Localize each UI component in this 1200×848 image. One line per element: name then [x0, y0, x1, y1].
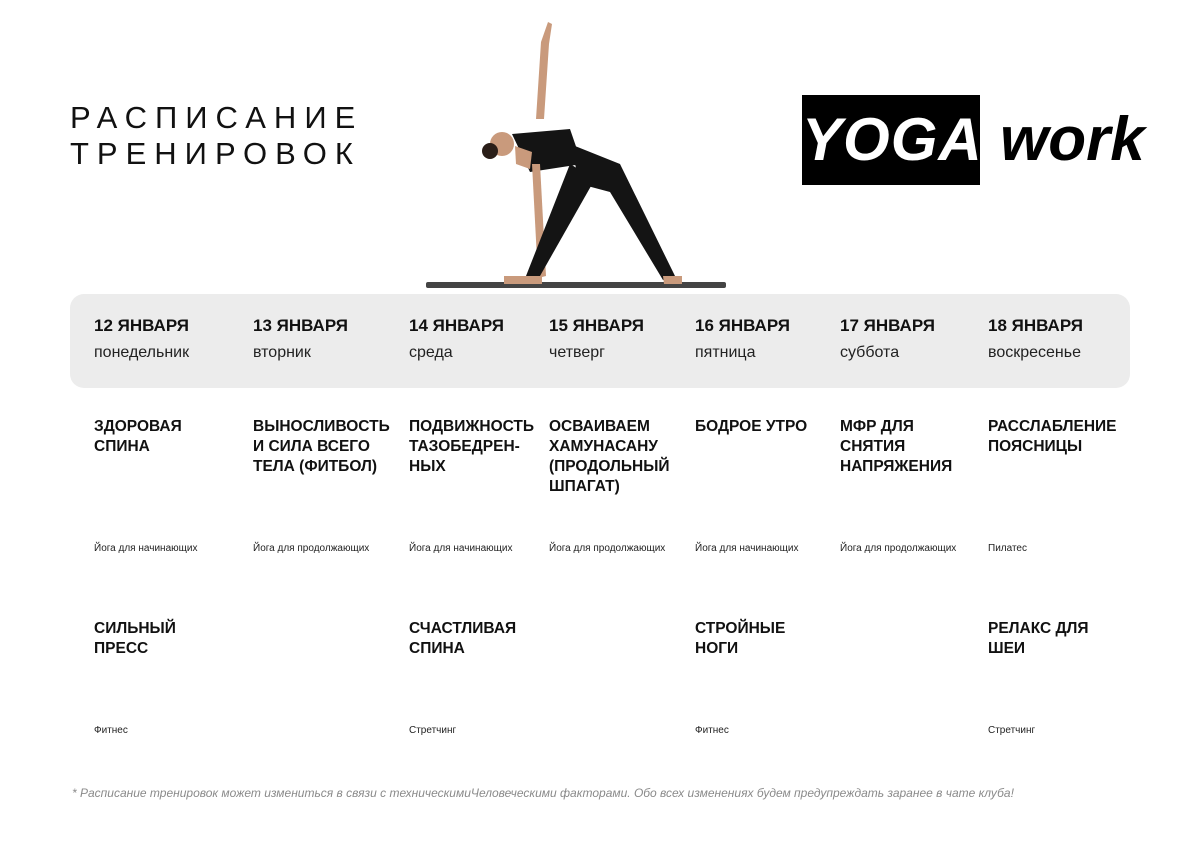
day-weekday: понедельник	[94, 344, 190, 361]
page-title	[70, 100, 363, 172]
class-name: БОДРОЕ УТРО	[695, 418, 808, 435]
class-name: ПОДВИЖНОСТЬ ТАЗОБЕДРЕН- НЫХ	[409, 418, 535, 475]
class-name: ВЫНОСЛИВОСТЬ И СИЛА ВСЕГО ТЕЛА (ФИТБОЛ)	[253, 418, 390, 475]
days-header-bar	[70, 294, 1130, 388]
yoga-work-logo	[802, 95, 1145, 185]
class-type: Йога для продолжающих	[840, 543, 957, 554]
day-weekday: суббота	[840, 344, 900, 361]
day-weekday: воскресенье	[988, 344, 1081, 361]
class-type: Йога для продолжающих	[549, 543, 666, 554]
class-type: Стретчинг	[409, 725, 457, 736]
class-name: РАССЛАБЛЕНИЕ ПОЯСНИЦЫ	[988, 418, 1117, 455]
day-date: 14 ЯНВАРЯ	[409, 316, 504, 335]
title-line-1: РАСПИСАНИЕ	[70, 100, 364, 135]
logo-box: YOGA	[802, 95, 980, 185]
class-type: Йога для начинающих	[94, 543, 198, 554]
title-line-2: ТРЕНИРОВОК	[70, 136, 361, 171]
footnote: * Расписание тренировок может измениться в связи с техническимиЧеловеческими факторами. Обо всех изменениях будем предупреждать заранее в чате клуба!	[72, 786, 1014, 800]
day-weekday: четверг	[549, 344, 605, 361]
class-type: Фитнес	[695, 725, 729, 736]
class-type: Стретчинг	[988, 725, 1036, 736]
class-name: ЗДОРОВАЯ СПИНА	[94, 418, 182, 455]
day-weekday: пятница	[695, 344, 756, 361]
day-weekday: вторник	[253, 344, 311, 361]
yoga-figure-image	[420, 14, 740, 294]
class-name: ОСВАИВАЕМ ХАМУНАСАНУ (ПРОДОЛЬНЫЙ ШПАГАТ)	[549, 418, 670, 495]
day-date: 17 ЯНВАРЯ	[840, 316, 935, 335]
day-date: 16 ЯНВАРЯ	[695, 316, 790, 335]
day-date: 18 ЯНВАРЯ	[988, 316, 1083, 335]
class-name: МФР ДЛЯ СНЯТИЯ НАПРЯЖЕНИЯ	[840, 418, 953, 475]
logo-word: work	[1000, 105, 1145, 174]
class-type: Пилатес	[988, 543, 1027, 554]
class-name: СЧАСТЛИВАЯ СПИНА	[409, 620, 517, 657]
day-date: 13 ЯНВАРЯ	[253, 316, 348, 335]
day-date: 12 ЯНВАРЯ	[94, 316, 189, 335]
class-name: СТРОЙНЫЕ НОГИ	[695, 620, 786, 657]
class-type: Фитнес	[94, 725, 128, 736]
day-date: 15 ЯНВАРЯ	[549, 316, 644, 335]
class-name: СИЛЬНЫЙ ПРЕСС	[94, 620, 176, 657]
class-type: Йога для продолжающих	[253, 543, 370, 554]
class-type: Йога для начинающих	[409, 543, 513, 554]
class-type: Йога для начинающих	[695, 543, 799, 554]
class-name: РЕЛАКС ДЛЯ ШЕИ	[988, 620, 1089, 657]
day-weekday: среда	[409, 344, 453, 361]
